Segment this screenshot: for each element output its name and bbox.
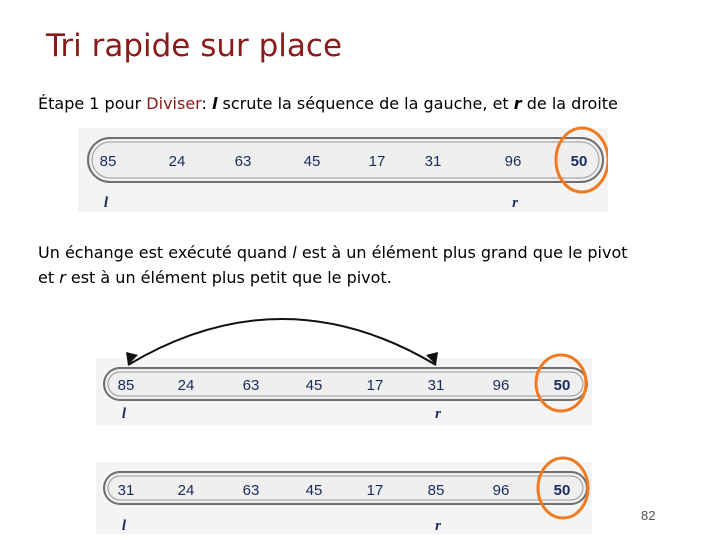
sequence-diagram-3 bbox=[96, 452, 592, 540]
sequence-value: 31 bbox=[117, 482, 135, 499]
sequence-value: 50 bbox=[553, 482, 571, 499]
sequence-value: 63 bbox=[234, 153, 252, 170]
step-description bbox=[38, 94, 618, 113]
step-middle: scrute la séquence de la gauche, et bbox=[217, 94, 514, 113]
sequence-value: 85 bbox=[117, 377, 135, 394]
swap-text-part3: et bbox=[38, 268, 60, 287]
sequence-diagram-2-svg bbox=[96, 293, 592, 425]
sequence-diagram-1 bbox=[78, 121, 608, 213]
r-pointer-label: r bbox=[512, 195, 518, 211]
sequence-value: 85 bbox=[427, 482, 445, 499]
sequence-value: 50 bbox=[553, 377, 571, 394]
sequence-diagram-1-svg bbox=[78, 121, 608, 213]
sequence-value: 31 bbox=[424, 153, 442, 170]
l-variable: l bbox=[211, 94, 218, 113]
sequence-value: 17 bbox=[366, 377, 384, 394]
sequence-value: 63 bbox=[242, 482, 260, 499]
l-pointer-label: l bbox=[121, 518, 127, 534]
l-pointer-label: l bbox=[121, 406, 127, 422]
sequence-value: 24 bbox=[168, 153, 186, 170]
swap-text-part2: est à un élément plus grand que le pivot bbox=[296, 243, 628, 262]
step-suffix: de la droite bbox=[521, 94, 618, 113]
r-pointer-label: r bbox=[435, 406, 441, 422]
swap-text-part1: Un échange est exécuté quand bbox=[38, 243, 293, 262]
sequence-value: 31 bbox=[427, 377, 445, 394]
sequence-value: 45 bbox=[303, 153, 321, 170]
sequence-value: 17 bbox=[366, 482, 384, 499]
r-variable: r bbox=[513, 94, 522, 113]
sequence-value: 24 bbox=[177, 377, 195, 394]
swap-l-variable: l bbox=[292, 243, 297, 262]
sequence-value: 63 bbox=[242, 377, 260, 394]
l-pointer-label: l bbox=[103, 195, 109, 211]
sequence-value: 17 bbox=[368, 153, 386, 170]
swap-r-variable: r bbox=[59, 268, 66, 287]
sequence-value: 96 bbox=[492, 482, 510, 499]
step-colon: : bbox=[201, 94, 212, 113]
sequence-bar bbox=[104, 472, 587, 504]
swap-explanation bbox=[38, 240, 718, 290]
sequence-value: 24 bbox=[177, 482, 195, 499]
swap-text-part4: est à un élément plus petit que le pivot. bbox=[65, 268, 392, 287]
sequence-bar bbox=[104, 368, 587, 400]
sequence-value: 96 bbox=[504, 153, 522, 170]
step-prefix: Étape 1 pour bbox=[38, 94, 147, 113]
slide-title: Tri rapide sur place bbox=[46, 28, 343, 64]
divide-keyword: Diviser bbox=[146, 94, 202, 113]
r-pointer-label: r bbox=[435, 518, 441, 534]
sequence-value: 45 bbox=[305, 377, 323, 394]
sequence-bar bbox=[88, 138, 603, 182]
sequence-value: 96 bbox=[492, 377, 510, 394]
sequence-value: 45 bbox=[305, 482, 323, 499]
sequence-diagram-2 bbox=[96, 293, 592, 425]
page-number: 82 bbox=[641, 508, 656, 523]
sequence-diagram-3-svg bbox=[96, 452, 592, 540]
sequence-value: 85 bbox=[99, 153, 117, 170]
sequence-value: 50 bbox=[570, 153, 588, 170]
